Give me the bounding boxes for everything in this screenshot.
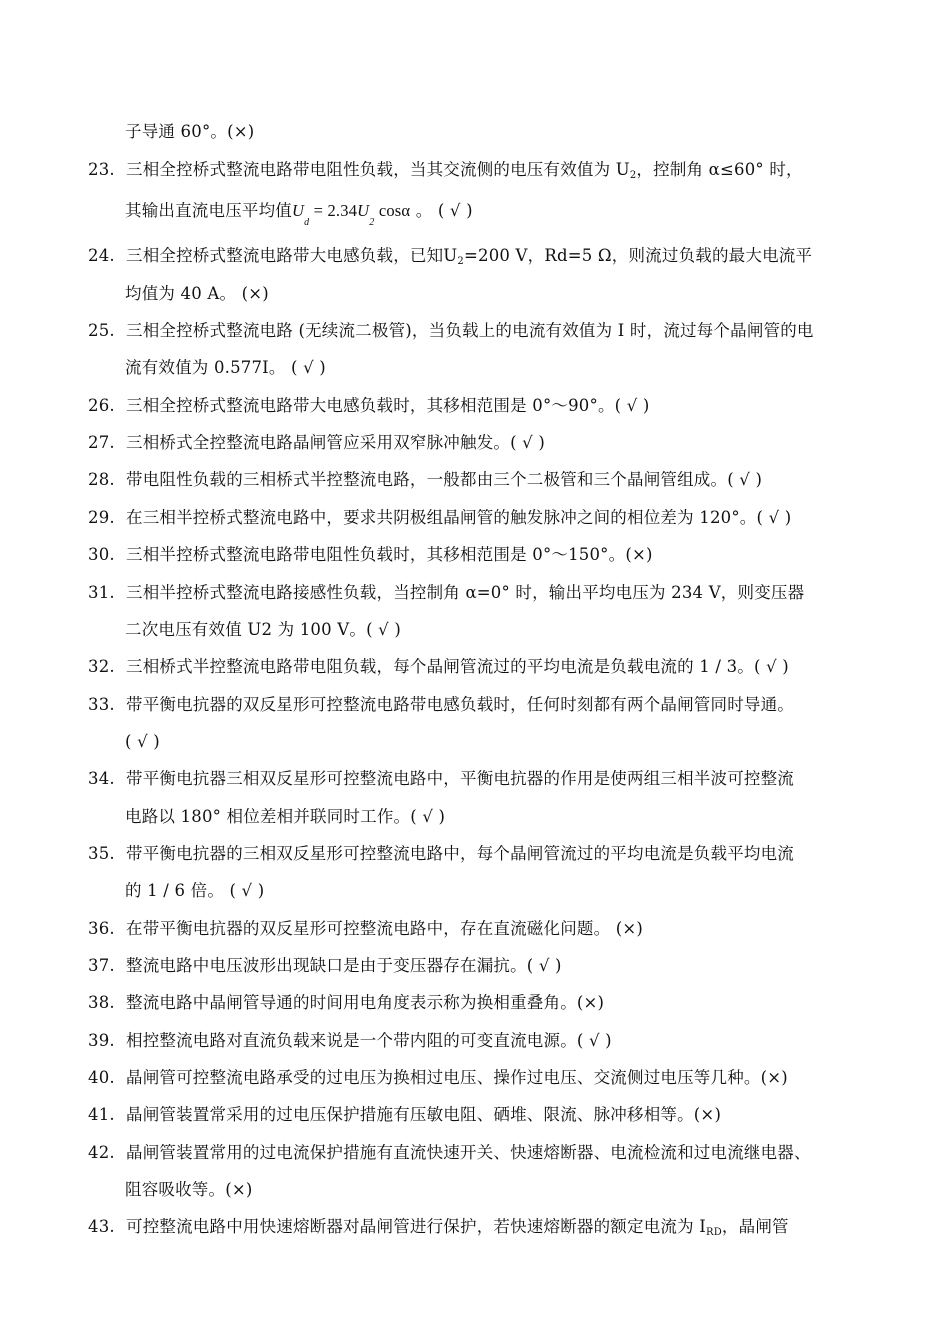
item-number: 41. (88, 1105, 115, 1124)
item-number: 39. (88, 1031, 115, 1050)
item-29: 29. 在三相半控桥式整流电路中，要求共阴极组晶闸管的触发脉冲之间的相位差为 120°。( √ ) (88, 508, 792, 527)
item-36: 36. 在带平衡电抗器的双反星形可控整流电路中，存在直流磁化问题。 (×) (88, 919, 644, 938)
item-24: 24. 三相全控桥式整流电路带大电感负载，已知$U_2=200$ V，Rd=5 Ω，则流过负载的最大电流平 (88, 246, 813, 267)
item-33-continuation: ( √ ) (125, 732, 160, 751)
item-number: 35. (88, 844, 115, 863)
item-number: 33. (88, 695, 115, 714)
item-42-continuation: 阻容吸收等。(×) (125, 1180, 253, 1199)
item-25: 25. 三相全控桥式整流电路 (无续流二极管)，当负载上的电流有效值为 I 时，流过每个晶闸管的电 (88, 321, 814, 340)
item-34-continuation: 电路以 180° 相位差相并联同时工作。( √ ) (125, 807, 446, 826)
item-43: 43. 可控整流电路中用快速熔断器对晶闸管进行保护，若快速熔断器的额定电流为 $I_{RD}$，晶闸管 (88, 1217, 789, 1238)
item-34: 34. 带平衡电抗器三相双反星形可控整流电路中，平衡电抗器的作用是使两组三相半波可控整流 (88, 769, 794, 788)
item-number: 23. (88, 160, 115, 179)
item-number: 32. (88, 657, 115, 676)
item-30: 30. 三相半控桥式整流电路带电阻性负载时，其移相范围是 0°～150°。(×) (88, 545, 653, 564)
item-number: 34. (88, 769, 115, 788)
item-number: 36. (88, 919, 115, 938)
item-27: 27. 三相桥式全控整流电路晶闸管应采用双窄脉冲触发。( √ ) (88, 433, 545, 452)
item-26: 26. 三相全控桥式整流电路带大电感负载时，其移相范围是 0°～90°。( √ ) (88, 396, 650, 415)
item-35: 35. 带平衡电抗器的三相双反星形可控整流电路中，每个晶闸管流过的平均电流是负载平均电流 (88, 844, 794, 863)
item-number: 29. (88, 508, 115, 527)
item-32: 32. 三相桥式半控整流电路带电阻负载，每个晶闸管流过的平均电流是负载电流的 1 / 3。( √ ) (88, 657, 789, 676)
item-38: 38. 整流电路中晶闸管导通的时间用电角度表示称为换相重叠角。(×) (88, 993, 605, 1012)
item-23-continuation: 其输出直流电压平均值$U_d = 2.34U_2$ cosα 。 ( √ ) (125, 201, 473, 228)
item-35-continuation: 的 1 / 6 倍。 ( √ ) (125, 881, 265, 900)
item-39: 39. 相控整流电路对直流负载来说是一个带内阻的可变直流电源。( √ ) (88, 1031, 612, 1050)
item-number: 40. (88, 1068, 115, 1087)
item-42: 42. 晶闸管装置常用的过电流保护措施有直流快速开关、快速熔断器、电流检流和过电流继电器、 (88, 1143, 811, 1162)
item-number: 27. (88, 433, 115, 452)
item-28: 28. 带电阻性负载的三相桥式半控整流电路，一般都由三个二极管和三个晶闸管组成。( √ ) (88, 470, 763, 489)
item-number: 30. (88, 545, 115, 564)
item-31-continuation: 二次电压有效值 U2 为 100 V。( √ ) (125, 620, 401, 639)
item-number: 26. (88, 396, 115, 415)
item-40: 40. 晶闸管可控整流电路承受的过电压为换相过电压、操作过电压、交流侧过电压等几种。(×) (88, 1068, 788, 1087)
item-number: 37. (88, 956, 115, 975)
item-22-continuation: 子导通 60°。(×) (125, 122, 255, 141)
item-25-continuation: 流有效值为 0.577I。 ( √ ) (125, 358, 326, 377)
item-number: 42. (88, 1143, 115, 1162)
item-24-continuation: 均值为 40 A。 (×) (125, 284, 269, 303)
item-number: 31. (88, 583, 115, 602)
item-number: 24. (88, 246, 115, 265)
item-31: 31. 三相半控桥式整流电路接感性负载，当控制角 α=0° 时，输出平均电压为 234 V，则变压器 (88, 583, 805, 602)
item-33: 33. 带平衡电抗器的双反星形可控整流电路带电感负载时，任何时刻都有两个晶闸管同时导通。 (88, 695, 794, 714)
item-37: 37. 整流电路中电压波形出现缺口是由于变压器存在漏抗。( √ ) (88, 956, 562, 975)
item-number: 38. (88, 993, 115, 1012)
item-41: 41. 晶闸管装置常采用的过电压保护措施有压敏电阻、硒堆、限流、脉冲移相等。(×) (88, 1105, 722, 1124)
item-number: 25. (88, 321, 115, 340)
item-number: 43. (88, 1217, 115, 1236)
item-number: 28. (88, 470, 115, 489)
formula-ud: $U_d = 2.34U_2$ cosα (292, 201, 411, 228)
item-23: 23. 三相全控桥式整流电路带电阻性负载，当其交流侧的电压有效值为 $U_2$，控制角 α≤60° 时， (88, 160, 803, 181)
